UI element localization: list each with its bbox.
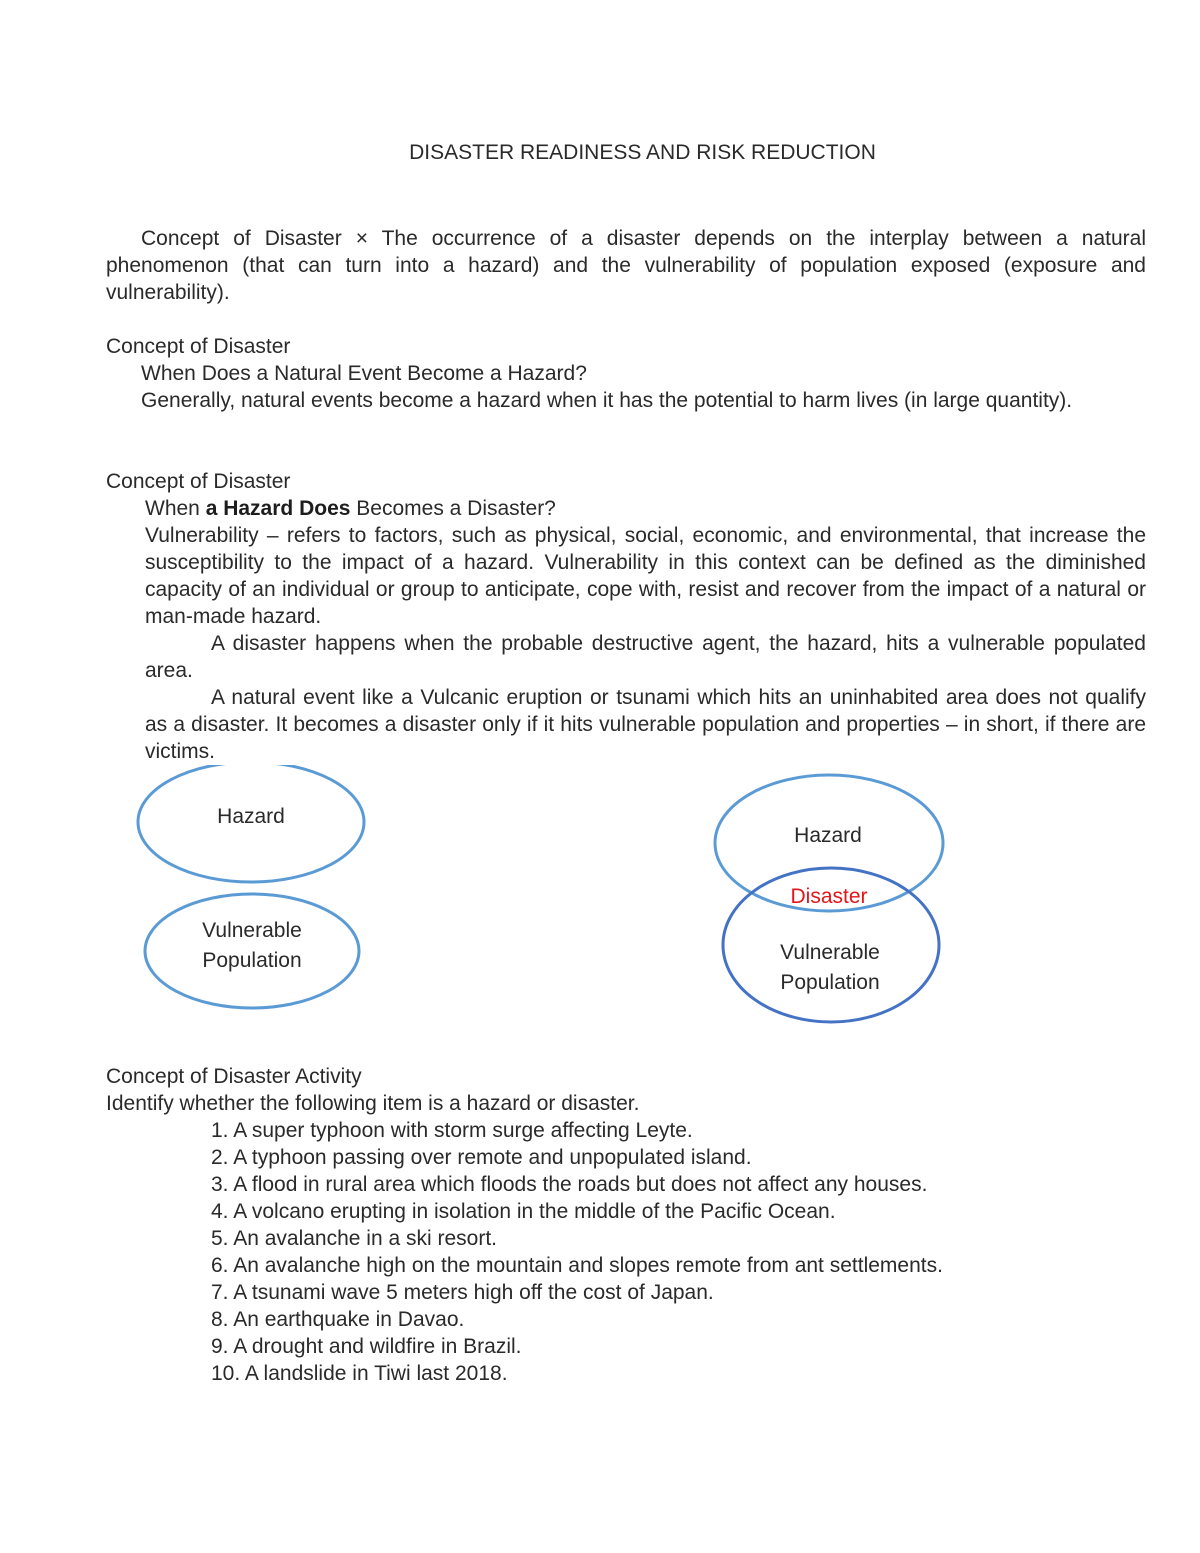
section-heading: Concept of Disaster xyxy=(106,335,291,358)
hazard-definition-paragraph: Generally, natural events become a hazard when it has the potential to harm lives (in large quantity). xyxy=(141,389,1073,412)
disaster-intersection-label: Disaster xyxy=(790,885,868,908)
question-emphasis: a Hazard Does xyxy=(205,497,351,520)
section-heading: Concept of Disaster xyxy=(106,470,291,493)
list-item: 6. An avalanche high on the mountain and slopes remote from ant settlements. xyxy=(211,1254,943,1277)
disaster-paragraph: A disaster happens when the probable destructive agent, the hazard, hits a vulnerable populated area. xyxy=(145,632,1146,682)
activity-list xyxy=(211,1117,943,1387)
list-item: 7. A tsunami wave 5 meters high off the cost of Japan. xyxy=(211,1281,714,1304)
population-label-line1: Vulnerable xyxy=(202,919,302,942)
question-text-end: Becomes a Disaster? xyxy=(356,497,556,520)
natural-event-paragraph: A natural event like a Vulcanic eruption or tsunami which hits an uninhabited area does not qualify as a disaster. It becomes a disaster only if it hits vulnerable population and properties – in short, if there are victims. xyxy=(145,686,1146,763)
hazard-label: Hazard xyxy=(794,824,862,847)
section-question: When Does a Natural Event Become a Hazard? xyxy=(141,362,587,385)
section-question xyxy=(145,495,556,522)
list-item: 3. A flood in rural area which floods the roads but does not affect any houses. xyxy=(211,1173,928,1196)
list-item: 8. An earthquake in Davao. xyxy=(211,1308,465,1331)
list-item: 2. A typhoon passing over remote and unpopulated island. xyxy=(211,1146,752,1169)
document-title: DISASTER READINESS AND RISK REDUCTION xyxy=(409,141,876,164)
separate-circles-diagram xyxy=(120,765,390,1025)
hazard-label: Hazard xyxy=(217,805,285,828)
list-item: 5. An avalanche in a ski resort. xyxy=(211,1227,497,1250)
overlap-circles-diagram xyxy=(700,765,960,1035)
activity-heading: Concept of Disaster Activity xyxy=(106,1065,362,1088)
vulnerability-paragraph: Vulnerability – refers to factors, such as physical, social, economic, and environmental, that increase the susceptibility to the impact of a hazard. Vulnerability in this context can be defined as the diminished capacity of an individual or group to anticipate, cope with, resist and recover from the impact of a natural or man-made hazard. xyxy=(145,524,1146,628)
population-label-line2: Population xyxy=(202,949,302,972)
question-text-start: When xyxy=(145,497,200,520)
list-item: 1. A super typhoon with storm surge affecting Leyte. xyxy=(211,1119,693,1142)
activity-instruction: Identify whether the following item is a hazard or disaster. xyxy=(106,1092,640,1115)
population-label-line2: Population xyxy=(780,971,880,994)
list-item: 10. A landslide in Tiwi last 2018. xyxy=(211,1362,508,1385)
list-item: 4. A volcano erupting in isolation in the middle of the Pacific Ocean. xyxy=(211,1200,836,1223)
intro-paragraph: Concept of Disaster × The occurrence of a disaster depends on the interplay between a natural phenomenon (that can turn into a hazard) and the vulnerability of population exposed (exposure and vulnerability). xyxy=(106,227,1146,304)
population-label-line1: Vulnerable xyxy=(780,941,880,964)
list-item: 9. A drought and wildfire in Brazil. xyxy=(211,1335,522,1358)
